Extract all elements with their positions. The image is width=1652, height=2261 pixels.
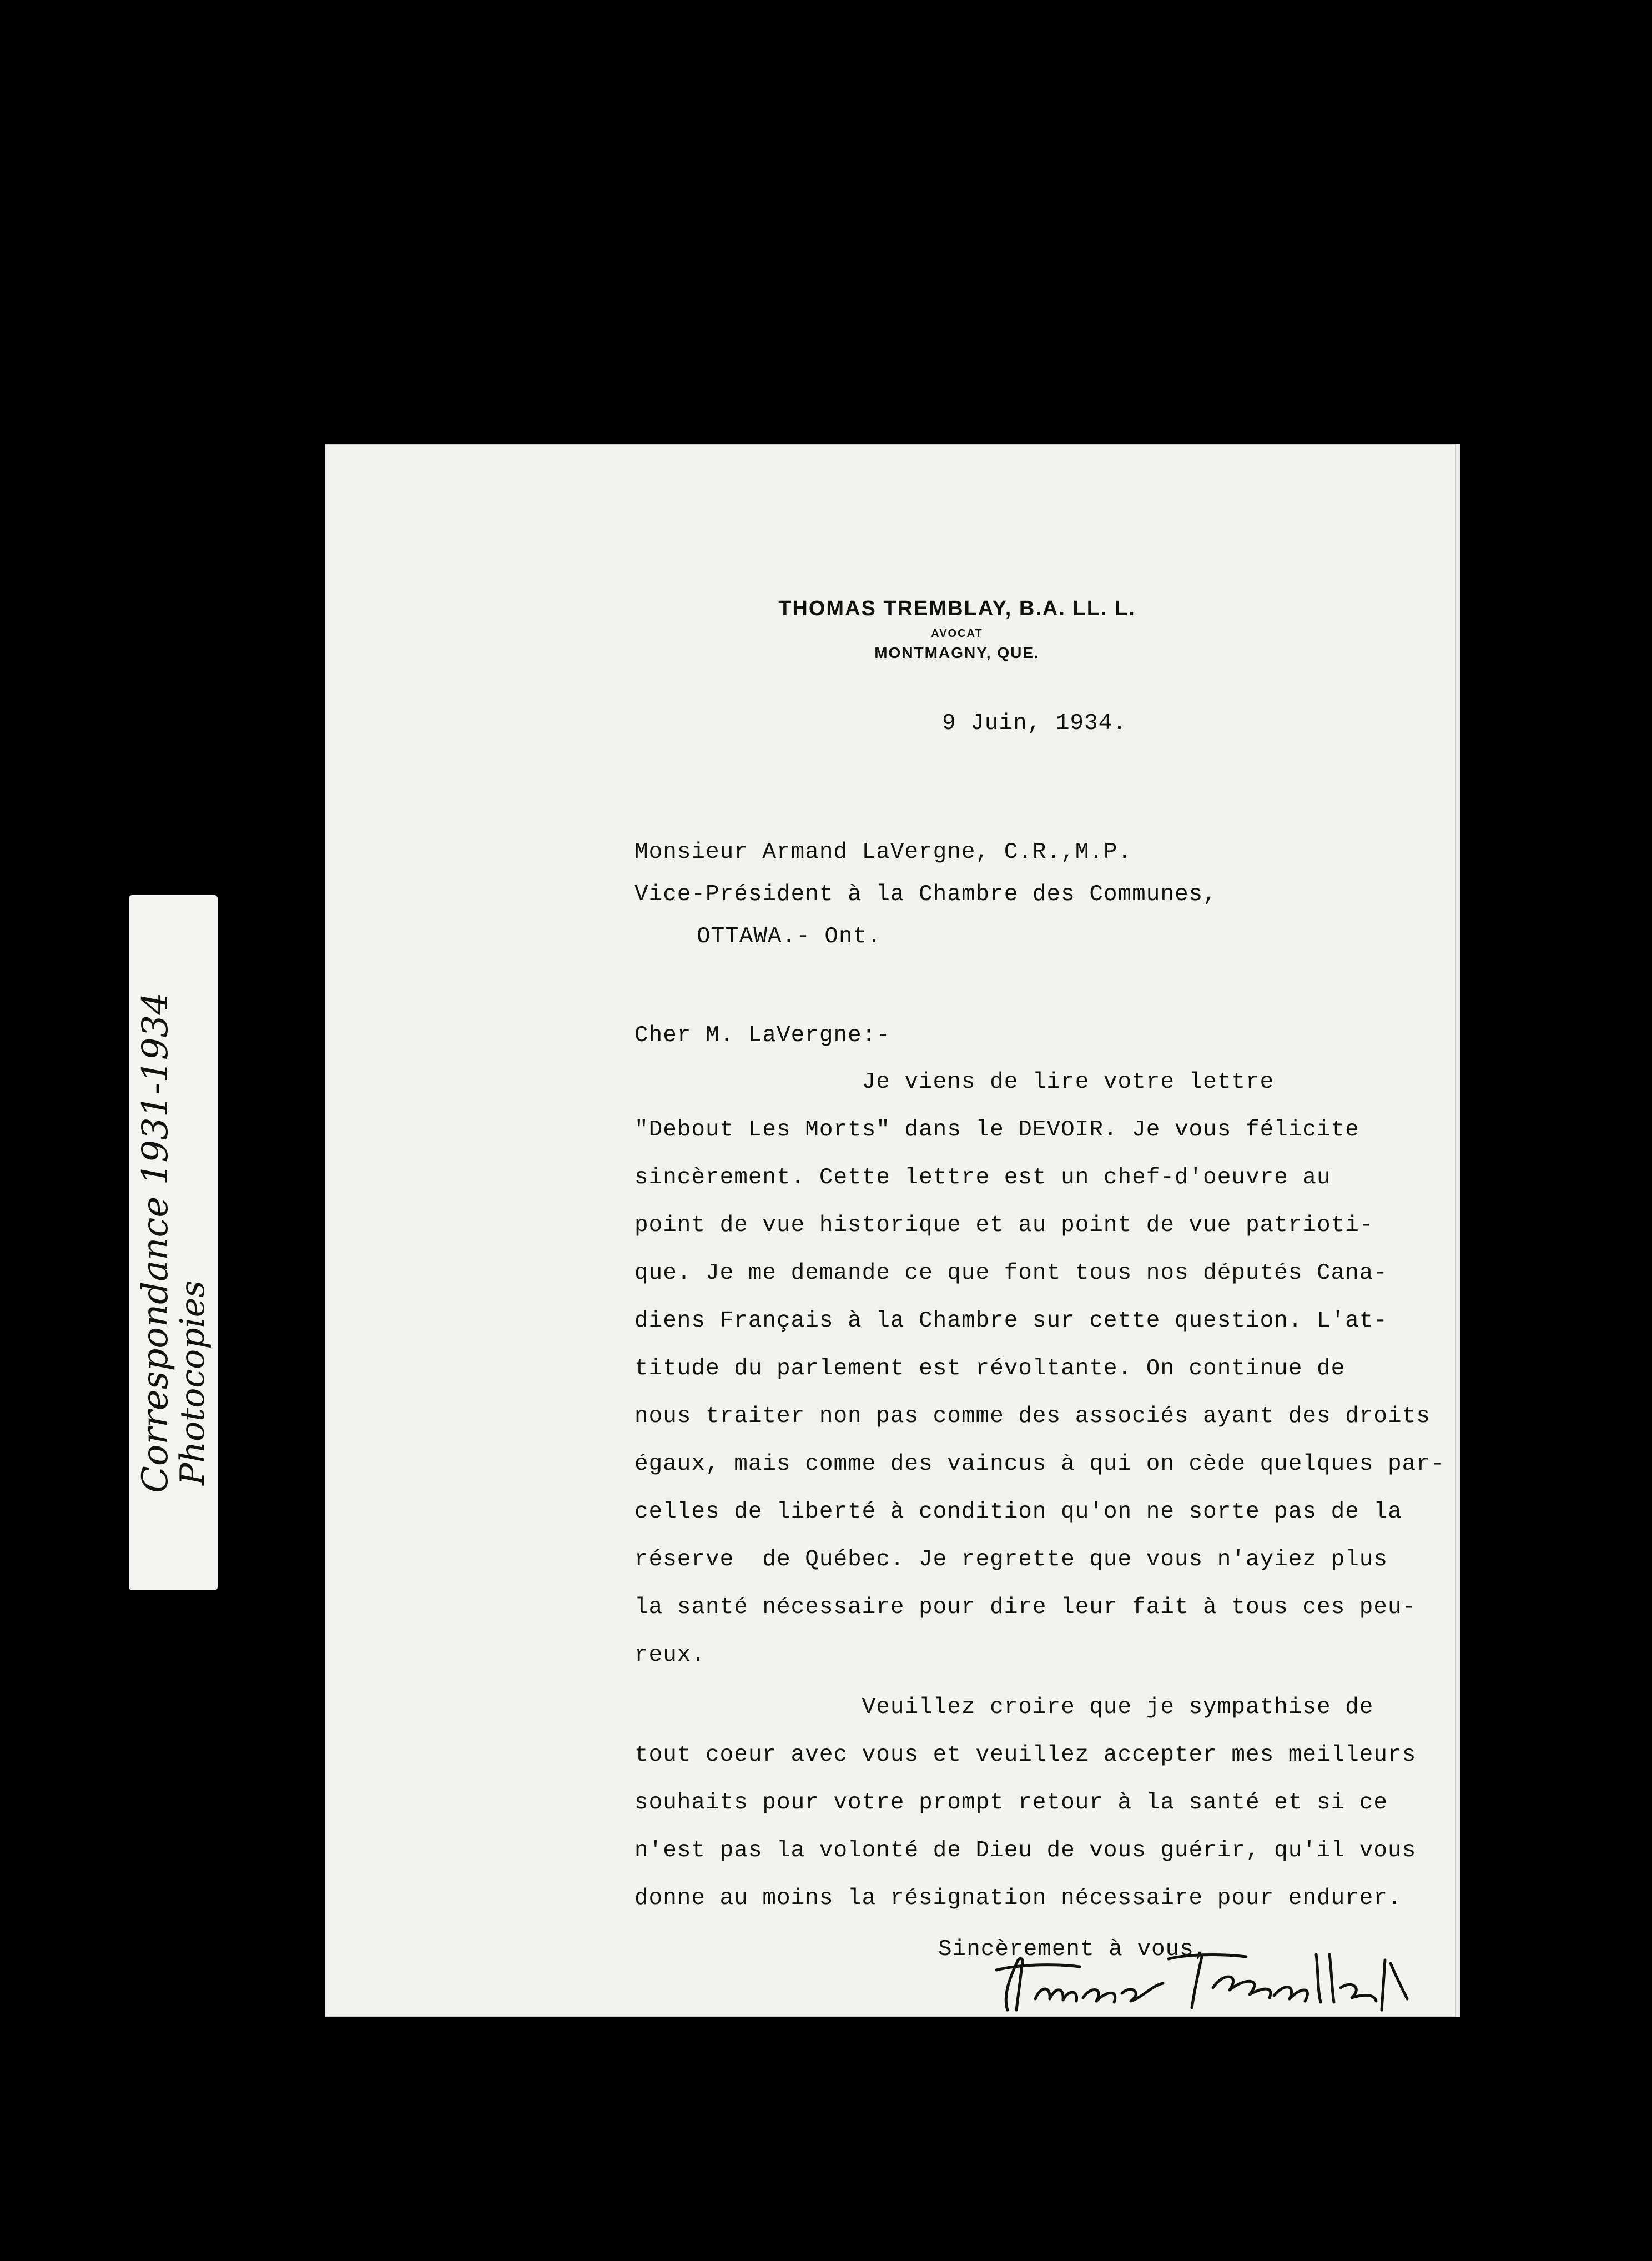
- archive-label-line2: Photocopies: [173, 1280, 212, 1485]
- body-line: "Debout Les Morts" dans le DEVOIR. Je vous félicite: [634, 1117, 1359, 1143]
- body-line: que. Je me demande ce que font tous nos députés Cana-: [634, 1260, 1388, 1286]
- body-line: Je viens de lire votre lettre: [634, 1069, 1275, 1095]
- body-line: tout coeur avec vous et veuillez accepter mes meilleurs: [634, 1742, 1417, 1768]
- letterhead-city: MONTMAGNY, QUE.: [874, 644, 1040, 661]
- letterhead-name: THOMAS TREMBLAY, B.A. LL. L.: [778, 597, 1136, 620]
- body-line: réserve de Québec. Je regrette que vous n'ayiez plus: [634, 1547, 1388, 1572]
- body-line: donne au moins la résignation nécessaire pour endurer.: [634, 1886, 1402, 1911]
- salutation: Cher M. LaVergne:-: [634, 1023, 890, 1048]
- letter-date: 9 Juin, 1934.: [942, 711, 1127, 736]
- recipient-line-2: Vice-Président à la Chambre des Communes,: [634, 882, 1217, 907]
- body-line: sincèrement. Cette lettre est un chef-d'oeuvre au: [634, 1165, 1331, 1190]
- archive-label-line1: Correspondance 1931-1934: [135, 992, 176, 1493]
- body-line: souhaits pour votre prompt retour à la santé et si ce: [634, 1790, 1388, 1816]
- body-line: n'est pas la volonté de Dieu de vous guérir, qu'il vous: [634, 1838, 1417, 1863]
- body-line: reux.: [634, 1642, 706, 1668]
- body-line: celles de liberté à condition qu'on ne sorte pas de la: [634, 1499, 1402, 1525]
- recipient-line-3: OTTAWA.- Ont.: [697, 924, 882, 949]
- recipient-line-1: Monsieur Armand LaVergne, C.R.,M.P.: [634, 840, 1132, 865]
- letterhead-title: AVOCAT: [931, 627, 983, 640]
- closing: Sincèrement à vous,: [938, 1937, 1208, 1962]
- archive-label-strip: [129, 895, 218, 1590]
- body-line: Veuillez croire que je sympathise de: [634, 1695, 1374, 1720]
- body-line: diens Français à la Chambre sur cette question. L'at-: [634, 1308, 1388, 1334]
- body-line: la santé nécessaire pour dire leur fait à tous ces peu-: [634, 1595, 1417, 1620]
- handwritten-signature: [985, 1932, 1418, 2016]
- archive-label-text: [136, 992, 210, 1493]
- body-line: point de vue historique et au point de vue patrioti-: [634, 1213, 1374, 1238]
- body-line: égaux, mais comme des vaincus à qui on cède quelques par-: [634, 1451, 1445, 1477]
- body-line: titude du parlement est révoltante. On continue de: [634, 1356, 1346, 1381]
- letter-page: [325, 444, 1456, 2017]
- body-line: nous traiter non pas comme des associés ayant des droits: [634, 1404, 1431, 1429]
